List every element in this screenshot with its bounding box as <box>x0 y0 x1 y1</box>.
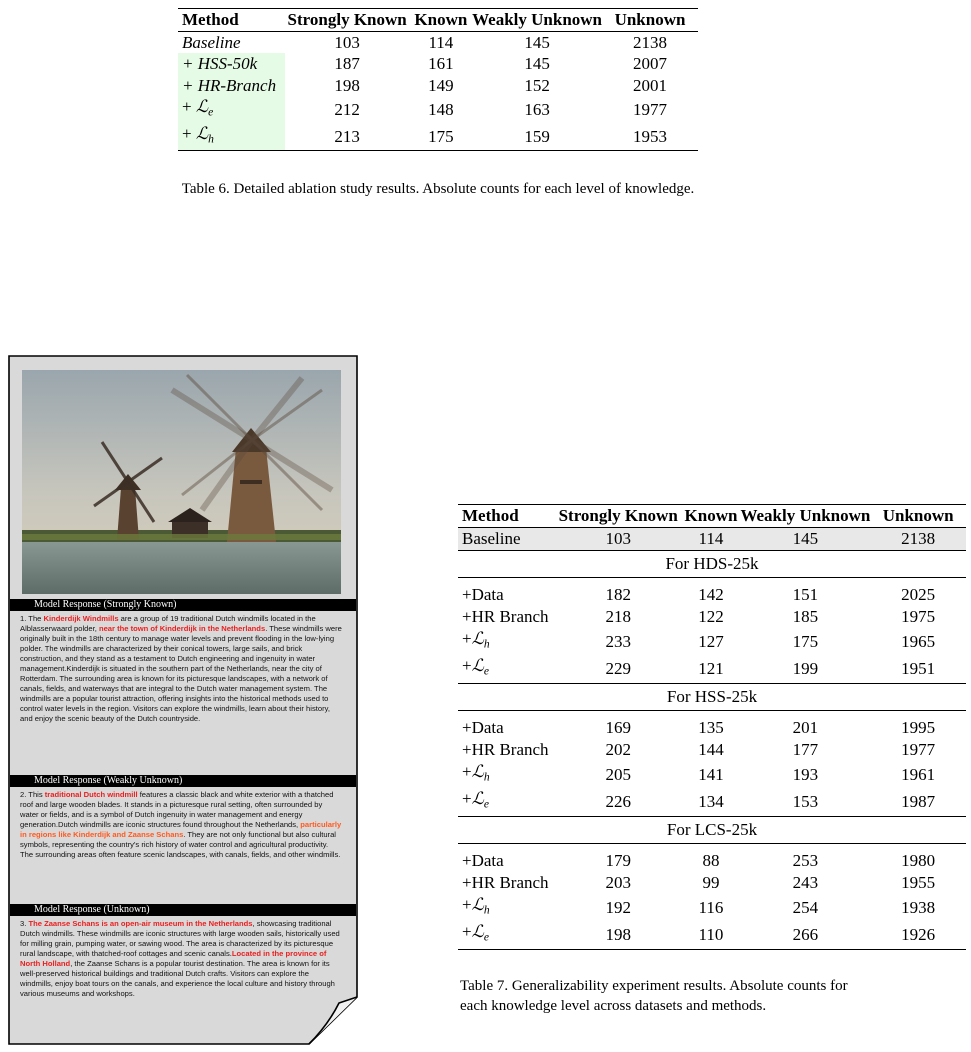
value-cell: 1961 <box>901 764 936 784</box>
table-row-baseline <box>458 528 966 551</box>
method-prefix: + <box>462 789 472 809</box>
response-label-unknown: Model Response (Unknown) <box>10 904 356 916</box>
value-cell: 127 <box>698 631 724 651</box>
value-cell: 1977 <box>901 739 936 759</box>
method-prefix: + <box>182 123 196 143</box>
value-cell: 254 <box>792 897 819 917</box>
response-highlight: The Zaanse Schans is an open-air museum in the Netherlands <box>28 919 253 928</box>
value-cell: 212 <box>334 99 360 119</box>
method-prefix: + <box>182 97 196 116</box>
loss-symbol: ℒ <box>471 789 484 809</box>
value-cell: 185 <box>792 607 819 626</box>
value-cell: 177 <box>792 739 819 759</box>
header-known: Known <box>684 506 738 525</box>
table-6-header-row <box>178 9 698 32</box>
value-cell: 134 <box>698 792 724 812</box>
method-cell: +HR Branch <box>462 607 549 626</box>
response-highlight: traditional Dutch windmill <box>44 790 138 799</box>
value-cell: 159 <box>524 126 550 146</box>
value-cell: 116 <box>698 897 724 917</box>
value-cell: 253 <box>792 850 819 870</box>
table-row <box>178 53 698 75</box>
table-row <box>458 788 966 816</box>
value-cell: 103 <box>555 528 682 551</box>
table-row <box>458 606 966 628</box>
value-cell: 2025 <box>901 585 936 604</box>
response-segment: 1. The <box>20 614 44 623</box>
response-segment: . These windmills were originally built in the 18th century to manage water levels and prevent flooding in the low-lying polder. The windmills are characterized by their conical towers, large sails, and brick construction, and they stand as a testament to Dutch engineering and ingenuity in water management.Kinderdijk is situated in the southern part of the Netherlands, near the city of Rotterdam. The surrounding area is known for its picturesque landscapes, with a network of canals, fields, and waterways that are integral to the Dutch water management system. The windmills are a popular tourist attraction, offering insights into the historical methods used to control water levels in the region. Visitors can explore the windmills, learn about their history, and enjoy the scenic beauty of the Dutch countryside. <box>20 624 342 723</box>
header-method: Method <box>462 506 519 525</box>
method-cell <box>458 655 555 683</box>
loss-symbol: ℒ <box>195 123 209 143</box>
response-highlight: Located in the province of North Holland <box>20 949 327 968</box>
response-segment: 2. This <box>20 790 45 799</box>
caption-line: Table 7. Generalizability experiment results. Absolute counts for <box>460 978 848 994</box>
method-cell <box>178 96 285 123</box>
value-cell: 169 <box>605 717 631 737</box>
value-cell: 213 <box>334 126 360 146</box>
table-row <box>458 894 966 921</box>
method-cell: Baseline <box>458 528 555 551</box>
value-cell: 2001 <box>633 75 668 95</box>
header-unknown: Unknown <box>882 506 954 525</box>
method-prefix: + <box>462 629 472 648</box>
section-row <box>458 683 966 710</box>
method-prefix: + <box>462 656 472 676</box>
table-7 <box>458 504 966 950</box>
response-segment: . They are not only functional but also cultural symbols, representing the country's rich history of water control and agricultural productivity. The surrounding areas often feature scenic landscapes, with canals, fields, and other windmills. <box>20 830 341 859</box>
value-cell: 198 <box>334 75 360 95</box>
value-cell: 142 <box>698 585 724 604</box>
method-cell: +HR Branch <box>462 739 549 759</box>
caption-line: each knowledge level across datasets and methods. <box>460 998 767 1014</box>
table-row <box>178 31 698 53</box>
value-cell: 2138 <box>633 32 668 52</box>
method-cell <box>458 761 555 788</box>
loss-subscript: h <box>483 903 490 917</box>
value-cell: 1995 <box>901 717 936 737</box>
response-highlight: near the town of Kinderdijk in the Netherlands <box>98 624 266 633</box>
section-title: For LCS-25k <box>458 816 966 843</box>
method-prefix: + <box>462 894 472 914</box>
value-cell: 192 <box>605 897 631 917</box>
value-cell: 149 <box>428 75 454 95</box>
loss-symbol: ℒ <box>471 761 484 781</box>
header-weakly-unknown: Weakly Unknown <box>740 506 871 525</box>
loss-symbol: ℒ <box>471 922 484 942</box>
table-row <box>458 739 966 761</box>
value-cell: 148 <box>428 99 454 119</box>
table-row <box>178 75 698 97</box>
response-text-unknown <box>20 919 342 999</box>
value-cell: 203 <box>605 872 631 892</box>
table-row <box>458 843 966 872</box>
value-cell: 1987 <box>901 792 936 812</box>
value-cell: 145 <box>524 32 550 52</box>
value-cell: 152 <box>524 75 550 95</box>
value-cell: 175 <box>428 126 454 146</box>
table-row <box>458 710 966 739</box>
value-cell: 153 <box>792 792 819 812</box>
value-cell: 1977 <box>633 99 668 119</box>
response-segment: 3. <box>20 919 29 928</box>
loss-symbol: ℒ <box>471 894 484 914</box>
header-weakly-unknown: Weakly Unknown <box>472 10 603 29</box>
header-method: Method <box>182 10 239 29</box>
value-cell: 2138 <box>870 528 966 551</box>
value-cell: 218 <box>605 607 631 626</box>
value-cell: 103 <box>334 32 360 52</box>
method-cell <box>458 628 555 655</box>
value-cell: 121 <box>698 659 724 679</box>
value-cell: 163 <box>524 99 550 119</box>
method-cell: +Data <box>462 717 504 737</box>
value-cell: 193 <box>792 764 819 784</box>
loss-subscript: e <box>483 930 489 944</box>
value-cell: 110 <box>682 921 741 949</box>
table-row <box>458 655 966 683</box>
value-cell: 99 <box>702 872 720 892</box>
value-cell: 1955 <box>901 872 936 892</box>
method-cell <box>178 123 285 150</box>
value-cell: 88 <box>702 850 720 870</box>
response-label-weakly-unknown: Model Response (Weakly Unknown) <box>10 775 356 787</box>
response-segment: are a group of 19 traditional Dutch windmills located in the Alblasserwaard polder, <box>20 614 316 633</box>
value-cell: 1926 <box>870 921 966 949</box>
value-cell: 199 <box>792 659 819 679</box>
value-cell: 114 <box>682 528 741 551</box>
table-7-caption <box>460 976 950 1016</box>
value-cell: 1980 <box>901 850 936 870</box>
value-cell: 187 <box>334 54 360 73</box>
value-cell: 175 <box>792 631 819 651</box>
method-cell <box>458 894 555 921</box>
section-title: For HDS-25k <box>458 551 966 578</box>
method-cell <box>458 921 555 949</box>
value-cell: 135 <box>698 717 724 737</box>
response-highlight: particularly in regions like Kinderdijk and Zaanse Schans <box>20 820 342 839</box>
table-row <box>458 578 966 607</box>
value-cell: 233 <box>605 631 631 651</box>
value-cell: 1938 <box>901 897 936 917</box>
value-cell: 202 <box>605 739 631 759</box>
method-cell: +HR Branch <box>462 872 549 892</box>
loss-subscript: e <box>483 664 489 678</box>
response-highlight: Kinderdijk Windmills <box>43 614 119 623</box>
value-cell: 1975 <box>901 607 936 626</box>
value-cell: 2007 <box>633 54 668 73</box>
response-label-strongly-known: Model Response (Strongly Known) <box>10 599 356 611</box>
response-segment: features a classic black and white exterior with a thatched roof and large wooden blades. It stands in a picturesque rural setting, often surrounded by water or fields, and is a symbol of Dutch ingenuity in water management and energy generation.Dutch windmills are iconic structures found throughout the Netherlands, <box>20 790 334 829</box>
value-cell: 179 <box>605 850 631 870</box>
method-cell: + HSS-50k <box>178 53 285 75</box>
value-cell: 161 <box>428 54 454 73</box>
value-cell: 141 <box>698 764 724 784</box>
value-cell: 145 <box>740 528 870 551</box>
value-cell: 1965 <box>901 631 936 651</box>
method-cell <box>458 788 555 816</box>
section-row <box>458 551 966 578</box>
value-cell: 182 <box>605 585 631 604</box>
value-cell: 144 <box>698 739 724 759</box>
method-cell: + HR-Branch <box>178 75 285 97</box>
value-cell: 243 <box>792 872 819 892</box>
table-6 <box>178 8 698 151</box>
header-strongly-known: Strongly Known <box>287 10 407 29</box>
value-cell: 1951 <box>901 659 936 679</box>
value-cell: 226 <box>605 792 631 812</box>
value-cell: 198 <box>555 921 682 949</box>
table-row <box>458 872 966 894</box>
value-cell: 266 <box>740 921 870 949</box>
section-title: For HSS-25k <box>458 683 966 710</box>
response-text-weakly-unknown <box>20 790 342 860</box>
header-strongly-known: Strongly Known <box>558 506 678 525</box>
loss-subscript: h <box>483 637 490 651</box>
table-row <box>458 761 966 788</box>
value-cell: 114 <box>428 32 454 52</box>
loss-subscript: e <box>483 797 489 811</box>
table-6-caption: Table 6. Detailed ablation study results. Absolute counts for each level of knowledge. <box>181 181 695 197</box>
value-cell: 122 <box>698 607 724 626</box>
loss-symbol: ℒ <box>471 656 484 676</box>
value-cell: 1953 <box>633 126 668 146</box>
method-prefix: + <box>462 922 472 942</box>
loss-subscript: h <box>483 770 490 784</box>
loss-symbol: ℒ <box>471 629 484 648</box>
value-cell: 205 <box>605 764 631 784</box>
response-segment: , the Zaanse Schans is a popular tourist destination. The area is known for its well-preserved historical buildings and traditional Dutch crafts. Visitors can explore the windmills, enjoy boat tours on the canals, and experience the local culture and history through various museums and workshops. <box>20 959 335 998</box>
response-text-strongly-known <box>20 614 342 724</box>
header-unknown: Unknown <box>614 10 686 29</box>
windmill-photo <box>22 370 341 594</box>
section-row <box>458 816 966 843</box>
table-7-header-row <box>458 505 966 528</box>
table-row <box>458 921 966 949</box>
table-row <box>178 96 698 123</box>
loss-symbol: ℒ <box>195 97 209 116</box>
loss-subscript: e <box>208 105 214 119</box>
value-cell: 201 <box>792 717 819 737</box>
header-known: Known <box>414 10 468 29</box>
table-row <box>458 628 966 655</box>
value-cell: 229 <box>605 659 631 679</box>
value-cell: 145 <box>524 54 550 73</box>
method-cell: Baseline <box>182 32 241 52</box>
method-cell: +Data <box>462 585 504 604</box>
method-prefix: + <box>462 761 472 781</box>
method-cell: +Data <box>462 850 504 870</box>
response-segment: , showcasing traditional Dutch windmills. These windmills are iconic structures with large wooden sails, historically used for milling grain, pumping water, or sawing wood. The area is characterized by its picturesque rural landscape, with thatched-roof cottages and scenic canals. <box>20 919 340 958</box>
value-cell: 151 <box>792 585 819 604</box>
loss-subscript: h <box>208 132 214 146</box>
table-row <box>178 123 698 150</box>
